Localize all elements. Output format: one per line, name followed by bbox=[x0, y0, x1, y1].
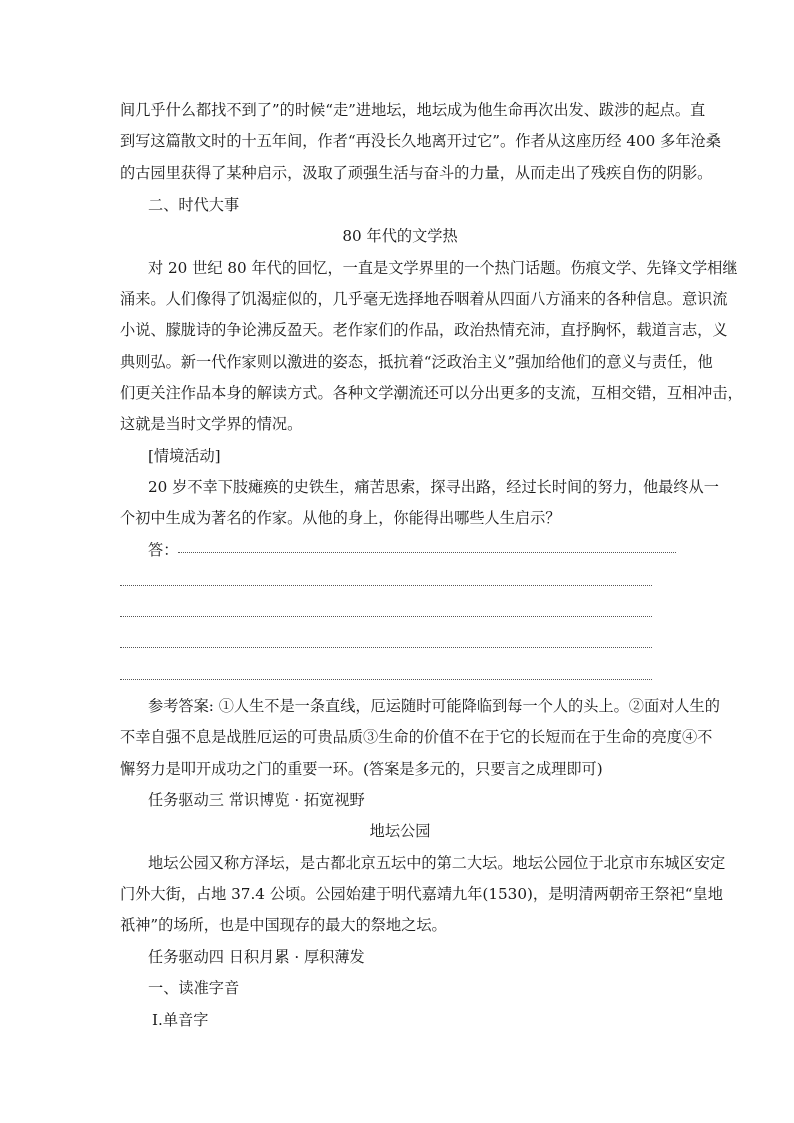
paragraph-line: 这就是当时文学界的情况。 bbox=[120, 415, 303, 433]
article-title-literature-fever: 80 年代的文学热 bbox=[342, 227, 458, 245]
paragraph-line: 地坛公园又称方泽坛，是古都北京五坛中的第二大坛。地坛公园位于北京市东城区安定 bbox=[148, 854, 726, 872]
task3-heading: 任务驱动三 常识博览 · 拓宽视野 bbox=[148, 791, 365, 809]
subsection-heading: 一、读准字音 bbox=[148, 979, 240, 997]
intro-line-3: 的古园里获得了某种启示，汲取了顽强生活与奋斗的力量，从而走出了残疾自伤的阴影。 bbox=[120, 164, 713, 182]
answer-blank-line[interactable] bbox=[120, 585, 652, 586]
task4-heading: 任务驱动四 日积月累 · 厚积薄发 bbox=[148, 948, 365, 966]
answer-label: 答： bbox=[148, 541, 179, 559]
paragraph-line: 祇神”的场所，也是中国现存的最大的祭地之坛。 bbox=[120, 916, 447, 934]
answer-blank-line[interactable] bbox=[178, 552, 676, 553]
reference-answer-line: 不幸自强不息是战胜厄运的可贵品质③生命的价值不在于它的长短而在于生命的亮度④不 bbox=[120, 728, 713, 746]
answer-row bbox=[148, 540, 676, 560]
answer-blank-line[interactable] bbox=[120, 647, 652, 648]
section-heading-events: 二、时代大事 bbox=[148, 196, 240, 214]
reference-answer-line: 懈努力是叩开成功之门的重要一环。(答案是多元的，只要言之成理即可) bbox=[120, 760, 603, 778]
article-title-ditan-park: 地坛公园 bbox=[369, 822, 431, 840]
answer-blank-line[interactable] bbox=[120, 679, 652, 680]
activity-question-line: 20 岁不幸下肢瘫痪的史铁生，痛苦思索，探寻出路，经过长时间的努力，他最终从一 bbox=[148, 478, 719, 496]
activity-label: [情境活动] bbox=[148, 447, 221, 465]
activity-question-line: 个初中生成为著名的作家。从他的身上，你能得出哪些人生启示？ bbox=[120, 509, 561, 527]
paragraph-line: 典则弘。新一代作家则以激进的姿态，抵抗着“泛政治主义”强加给他们的意义与责任，他 bbox=[120, 353, 713, 371]
intro-line-2: 到写这篇散文时的十五年间，作者“再没长久地离开过它”。作者从这座历经 400 多年沧桑 bbox=[120, 132, 721, 150]
paragraph-line: 门外大街，占地 37.4 公顷。公园始建于明代嘉靖九年(1530)，是明清两朝帝王祭祀“皇地 bbox=[120, 885, 723, 903]
reference-answer-line: 参考答案: ①人生不是一条直线，厄运随时可能降临到每一个人的头上。②面对人生的 bbox=[148, 697, 720, 715]
paragraph-line: 涌来。人们像得了饥渴症似的，几乎毫无选择地吞咽着从四面八方涌来的各种信息。意识流 bbox=[120, 290, 728, 308]
paragraph-line: 们更关注作品本身的解读方式。各种文学潮流还可以分出更多的支流，互相交错，互相冲击， bbox=[120, 384, 743, 402]
paragraph-line: 对 20 世纪 80 年代的回忆，一直是文学界里的一个热门话题。伤痕文学、先锋文学相继 bbox=[148, 259, 738, 277]
subsection-heading: Ⅰ.单音字 bbox=[152, 1011, 209, 1029]
paragraph-line: 小说、朦胧诗的争论沸反盈天。老作家们的作品，政治热情充沛，直抒胸怀，载道言志，义 bbox=[120, 321, 728, 339]
answer-blank-line[interactable] bbox=[120, 616, 652, 617]
intro-line-1: 间几乎什么都找不到了”的时候“走”进地坛，地坛成为他生命再次出发、跋涉的起点。直 bbox=[120, 101, 706, 119]
